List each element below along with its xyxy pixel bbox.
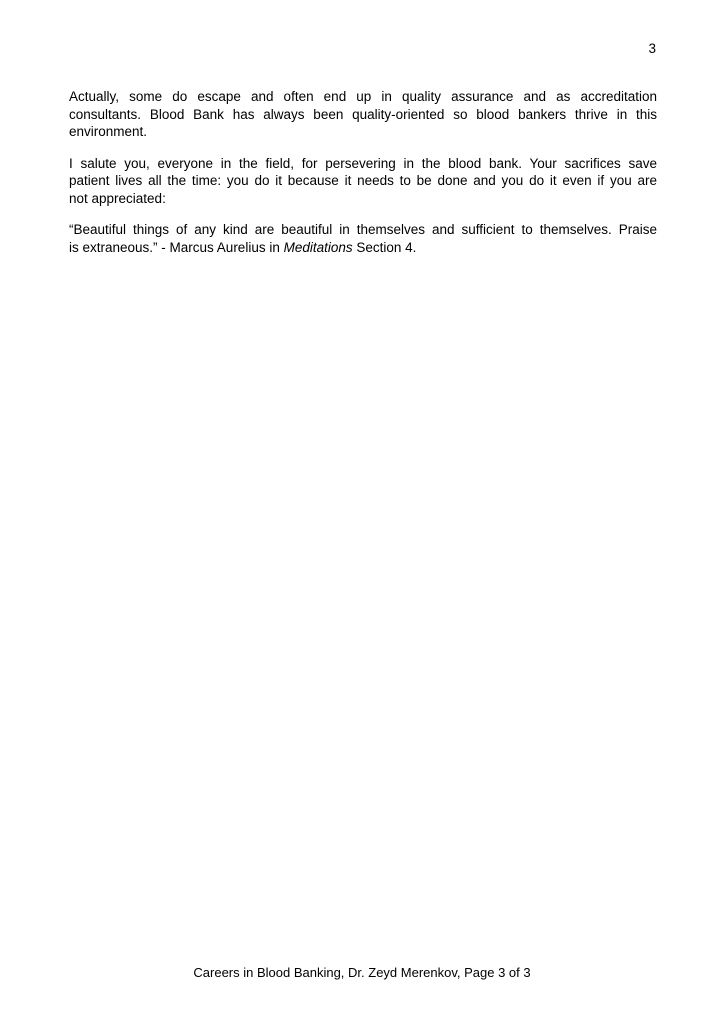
text-line: patient lives all the time: you do it because it needs to be done and you do it even if you are [69, 173, 657, 188]
text-line: not appreciated: [69, 190, 166, 206]
page-footer: Careers in Blood Banking, Dr. Zeyd Merenkov, Page 3 of 3 [193, 965, 531, 980]
text-line [69, 239, 657, 257]
book-title-meditations: Meditations [283, 239, 353, 255]
text-line: consultants. Blood Bank has always been quality-oriented so blood bankers thrive in this [69, 106, 657, 122]
text-line: I salute you, everyone in the field, for persevering in the blood bank. Your sacrifices save [69, 155, 657, 171]
paragraph-quote [69, 221, 657, 256]
paragraph-quality-assurance [69, 88, 657, 141]
quote-section-text: Section 4. [352, 239, 417, 255]
text-line: environment. [69, 124, 148, 139]
page-number: 3 [648, 41, 656, 56]
paragraph-salute [69, 155, 657, 208]
text-line: “Beautiful things of any kind are beautiful in themselves and sufficient to themselves. Praise [69, 222, 657, 237]
text-line: Actually, some do escape and often end up in quality assurance and as accreditation [69, 89, 657, 104]
document-body [69, 88, 657, 270]
quote-attribution-text: is extraneous.” - Marcus Aurelius in [69, 239, 284, 255]
